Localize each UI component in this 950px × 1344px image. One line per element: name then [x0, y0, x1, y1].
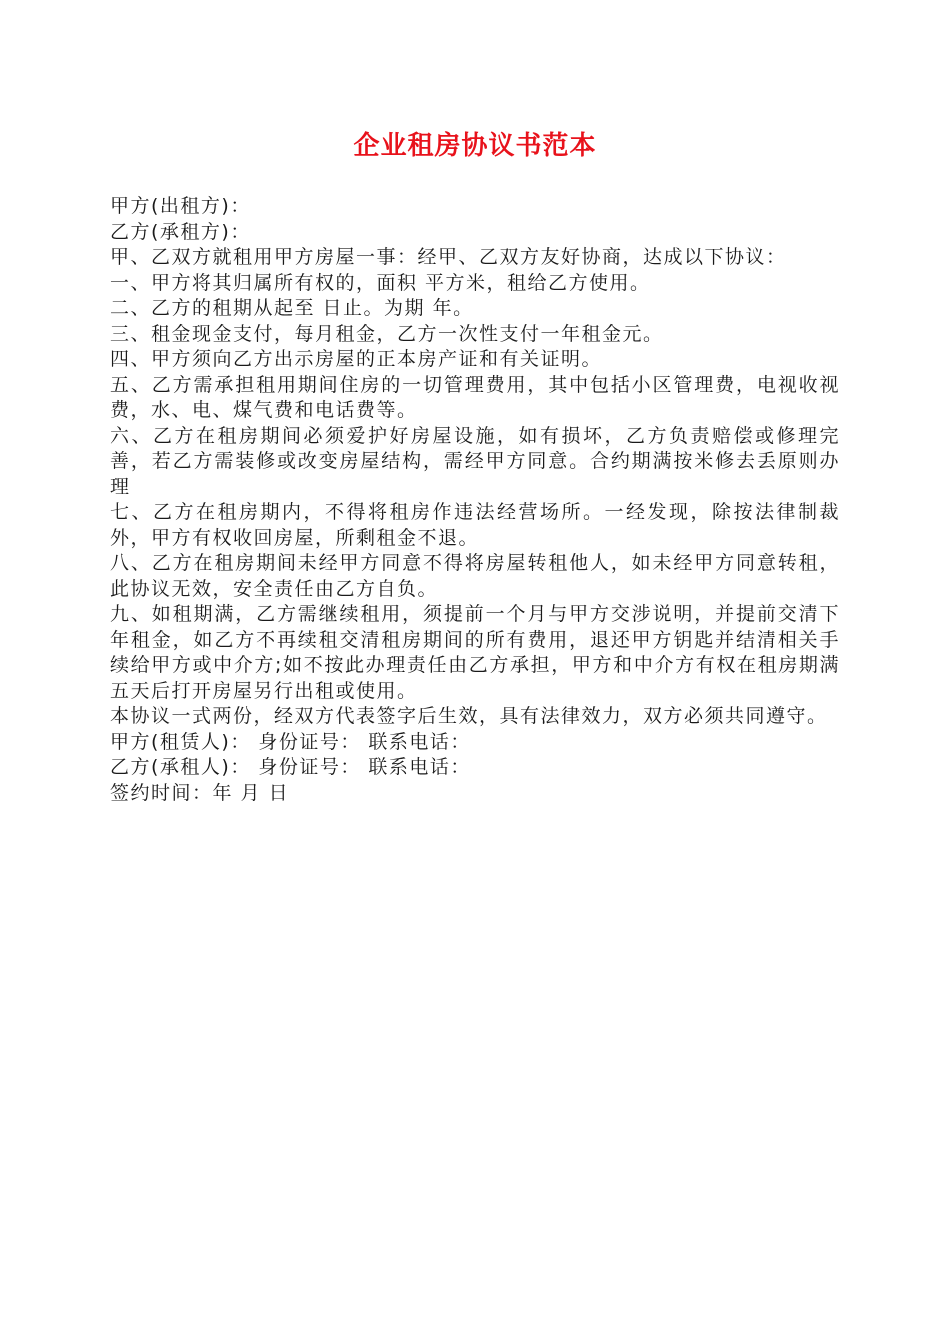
clause-5: 五、乙方需承担租用期间住房的一切管理费用，其中包括小区管理费，电视收视费，水、电、煤气费和电话费等。: [110, 373, 840, 421]
clause-6: 六、乙方在租房期间必须爱护好房屋设施，如有损坏，乙方负责赔偿或修理完善，若乙方需装修或改变房屋结构，需经甲方同意。合约期满按米修去丢原则办理: [110, 424, 840, 498]
signing-date: 签约时间：年 月 日: [110, 781, 290, 804]
signature-party-b: 乙方(承租人)： 身份证号： 联系电话：: [110, 756, 471, 778]
clause-2: 二、乙方的租期从起至 日止。为期 年。: [110, 297, 474, 319]
clause-1: 一、甲方将其归属所有权的，面积 平方米，租给乙方使用。: [110, 271, 651, 294]
clause-7: 七、乙方在租房期内，不得将租房作违法经营场所。一经发现，除按法律制裁外，甲方有权收回房屋，所剩租金不退。: [110, 501, 840, 549]
clause-3: 三、租金现金支付，每月租金，乙方一次性支付一年租金元。: [110, 322, 664, 345]
clause-4: 四、甲方须向乙方出示房屋的正本房产证和有关证明。: [110, 348, 603, 370]
closing-clause: 本协议一式两份，经双方代表签字后生效，具有法律效力，双方必须共同遵守。: [110, 705, 828, 727]
party-b-line: 乙方(承租方)：: [110, 220, 251, 243]
agreement-intro: 甲、乙双方就租用甲方房屋一事：经甲、乙双方友好协商，达成以下协议：: [110, 246, 787, 268]
clause-8: 八、乙方在租房期间未经甲方同意不得将房屋转租他人，如未经甲方同意转租，此协议无效，安全责任由乙方自负。: [110, 552, 840, 600]
clause-9: 九、如租期满，乙方需继续租用，须提前一个月与甲方交涉说明，并提前交清下年租金，如乙方不再续租交清租房期间的所有费用，退还甲方钥匙并结清相关手续给甲方或中介方;如不按此办理责任由乙方承担，甲方和中介方有权在租房期满五天后打开房屋另行出租或使用。: [110, 603, 840, 702]
party-a-line: 甲方(出租方)：: [110, 195, 251, 217]
document-title: 企业租房协议书范本: [353, 131, 597, 161]
document-body: [110, 194, 840, 806]
signature-party-a: 甲方(租赁人)： 身份证号： 联系电话：: [110, 730, 471, 753]
